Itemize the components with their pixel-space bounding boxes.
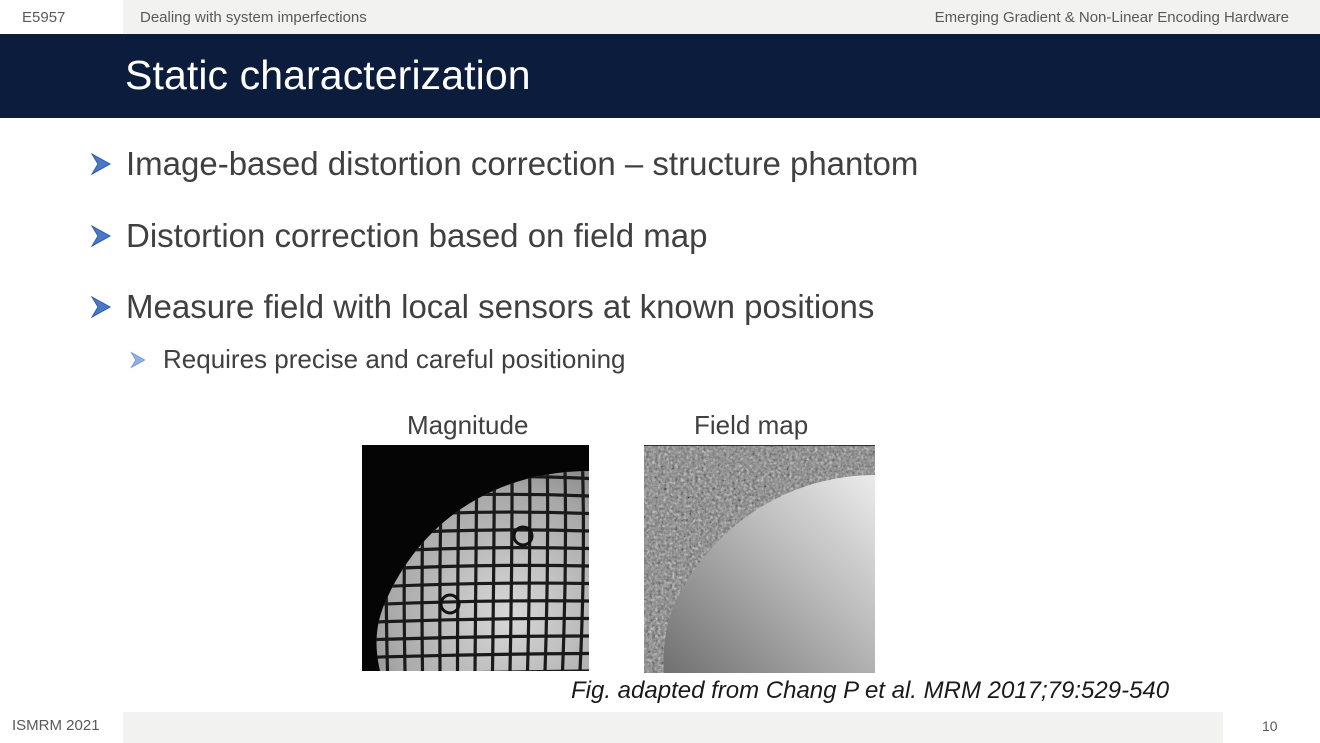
footer-band [123,712,1223,743]
slide-title: Static characterization [125,52,531,98]
bullet-item [90,288,874,326]
arrow-bullet-icon [129,351,147,369]
page-number: 10 [1262,718,1278,734]
bullet-text: Image-based distortion correction – structure phantom [126,145,919,182]
arrow-bullet-icon [90,152,112,176]
field-map-image [644,445,875,673]
header-bar [0,0,1320,34]
section-label: Dealing with system imperfections [140,9,367,26]
sub-bullet-item [129,344,626,375]
bullet-item [90,145,918,183]
bullet-text: Distortion correction based on field map [126,217,708,254]
course-code: E5957 [22,9,66,26]
conference-label: ISMRM 2021 [12,717,100,734]
figure-caption: Fig. adapted from Chang P et al. MRM 2017;79:529-540 [571,677,1170,704]
arrow-bullet-icon [90,295,112,319]
bullet-item [90,217,707,255]
magnitude-image [362,445,589,671]
sub-bullet-text: Requires precise and careful positioning [163,344,626,374]
magnitude-label: Magnitude [407,410,529,440]
arrow-bullet-icon [90,224,112,248]
field-map-label: Field map [694,410,809,440]
title-bar [0,34,1320,118]
session-label: Emerging Gradient & Non-Linear Encoding Hardware [934,9,1289,26]
bullet-text: Measure field with local sensors at known positions [126,288,875,325]
